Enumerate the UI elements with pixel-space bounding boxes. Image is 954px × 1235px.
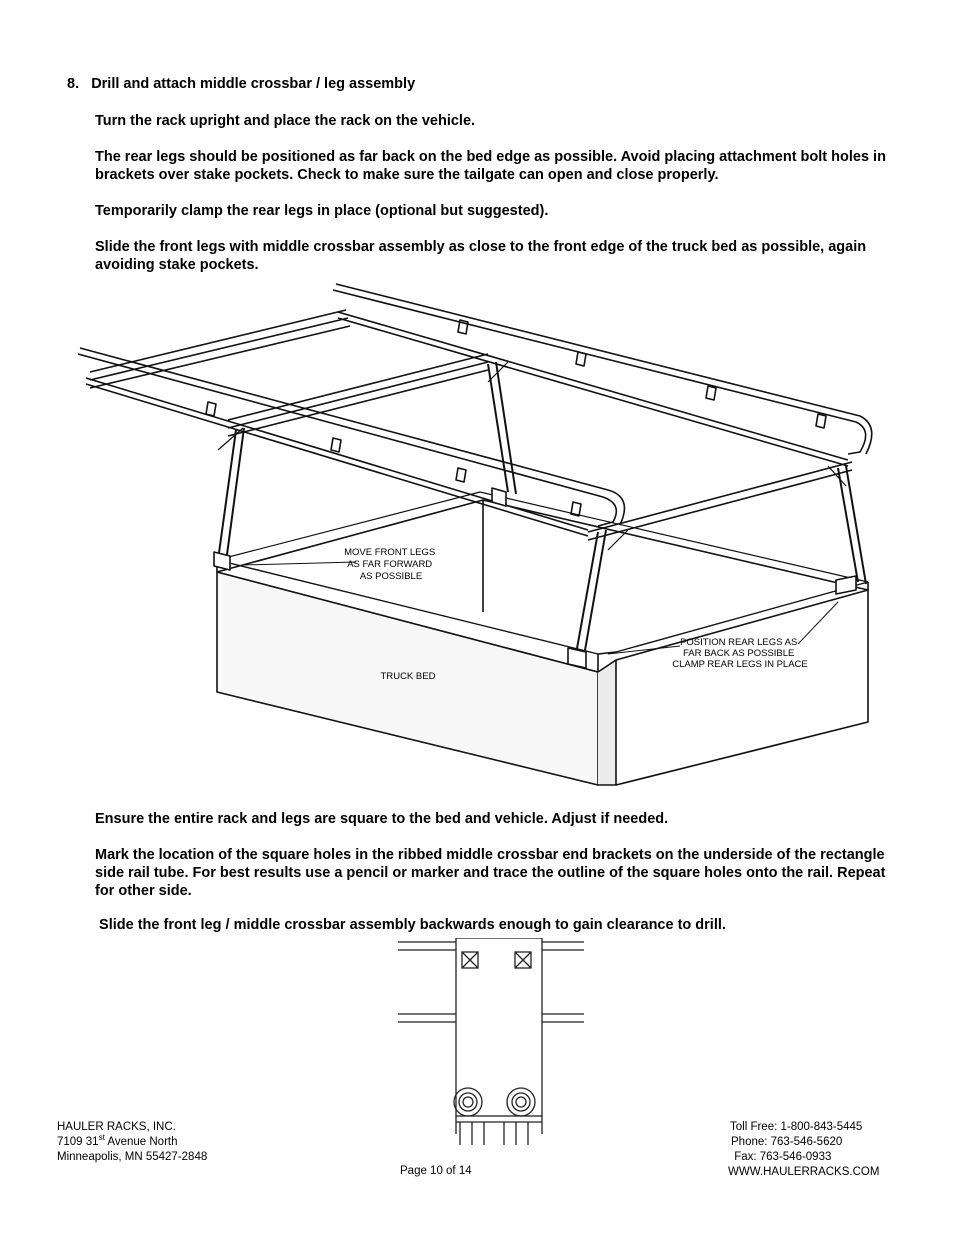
page-number: Page 10 of 14	[400, 1165, 472, 1177]
instruction-paragraph: Slide the front leg / middle crossbar assembly backwards enough to gain clearance to drill.	[95, 917, 726, 933]
callout-front-line: AS POSSIBLE	[359, 571, 423, 582]
instruction-paragraph: Temporarily clamp the rear legs in place (optional but suggested).	[95, 203, 549, 219]
instruction-paragraph: Turn the rack upright and place the rack on the vehicle.	[95, 113, 476, 129]
instruction-paragraph: The rear legs should be positioned as far back on the bed edge as possible. Avoid placing attachment bolt holes in brackets over stake pockets. Check to make sure the tailgate can open and close properly.	[95, 149, 886, 183]
footer-address	[57, 1120, 207, 1165]
callout-front-line: AS FAR FORWARD	[347, 559, 433, 570]
step-heading	[67, 76, 415, 92]
step-number: 8.	[67, 76, 80, 92]
step-title: Drill and attach middle crossbar / leg assembly	[91, 76, 416, 92]
truck-bed-label: TRUCK BED	[380, 671, 436, 682]
callout-rear-legs	[672, 637, 808, 670]
callout-front-legs	[344, 547, 438, 582]
callout-rear-line: CLAMP REAR LEGS IN PLACE	[672, 659, 808, 670]
street-address: 7109 31st Avenue North	[57, 1133, 178, 1148]
fax-number: Fax: 763-546-0933	[731, 1151, 832, 1163]
bracket-detail-drawing	[398, 938, 584, 1145]
toll-free-number: Toll Free: 1-800-843-5445	[730, 1121, 863, 1133]
callout-rear-line: FAR BACK AS POSSIBLE	[682, 648, 795, 659]
instruction-paragraph: Mark the location of the square holes in the ribbed middle crossbar end brackets on the underside of the rectangle side rail tube. For best results use a pencil or marker and trace the outline of the square holes onto the rail. Repeat for other side.	[95, 847, 886, 899]
city-line: Minneapolis, MN 55427-2848	[57, 1151, 208, 1163]
callout-rear-line: POSITION REAR LEGS AS	[680, 637, 798, 648]
instruction-paragraph: Ensure the entire rack and legs are square to the bed and vehicle. Adjust if needed.	[95, 811, 669, 827]
company-name: HAULER RACKS, INC.	[57, 1121, 176, 1133]
rack-installation-diagram	[68, 282, 888, 794]
instruction-paragraph: Slide the front legs with middle crossbar assembly as close to the front edge of the truck bed as possible, again avoiding stake pockets.	[95, 239, 867, 273]
footer-contact	[728, 1120, 879, 1180]
phone-number: Phone: 763-546-5620	[731, 1136, 843, 1148]
website-link[interactable]: WWW.HAULERRACKS.COM	[728, 1166, 880, 1178]
callout-front-line: MOVE FRONT LEGS	[344, 547, 436, 558]
